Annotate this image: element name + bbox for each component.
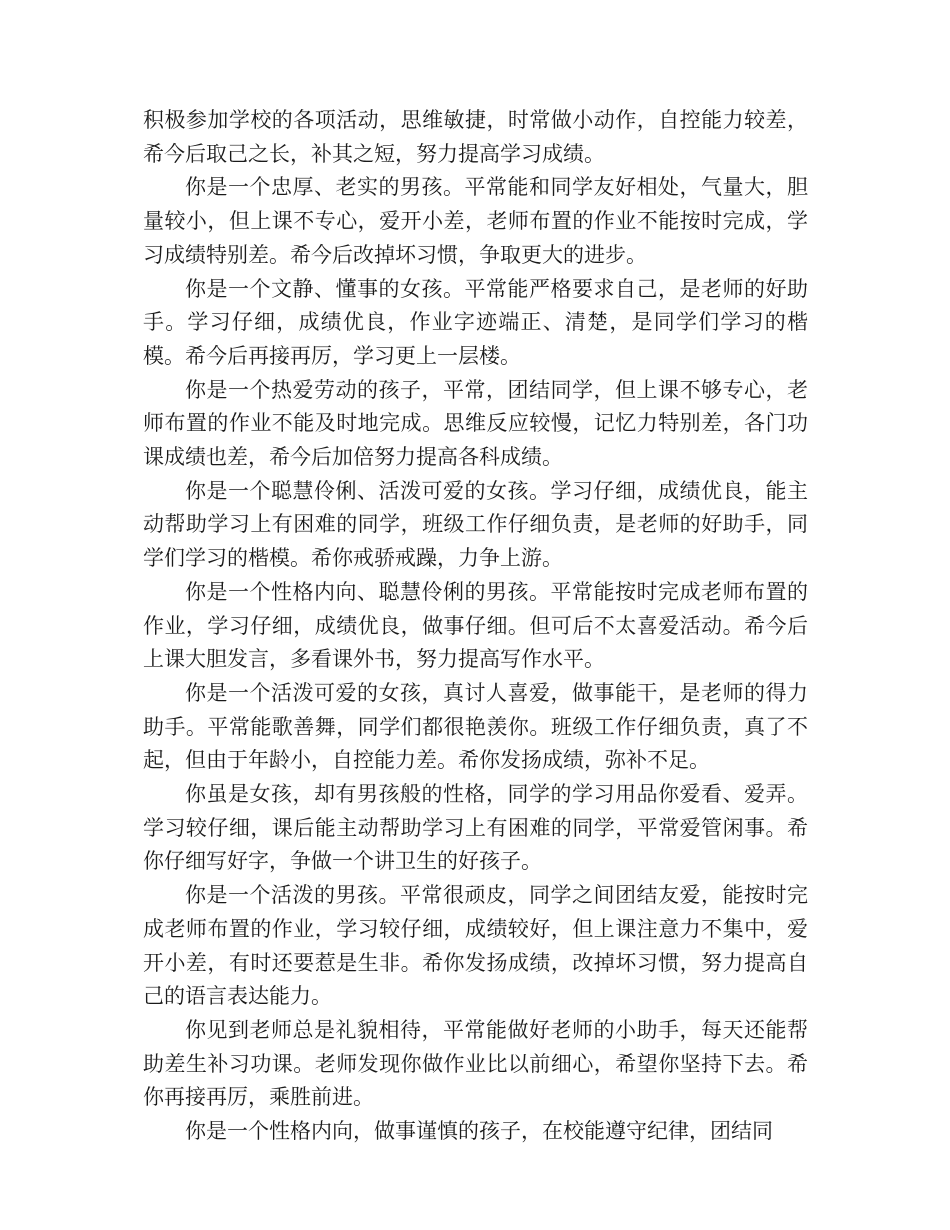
paragraph-11: 你是一个性格内向，做事谨慎的孩子，在校能遵守纪律，团结同 — [185, 1119, 773, 1144]
paragraph-8: 你虽是女孩，却有男孩般的性格，同学的学习用品你爱看、爱弄。学习较仔细，课后能主动帮助学习上有困难的同学，平常爱管闲事。希你仔细写好字，争做一个讲卫生的好孩子。 — [143, 782, 808, 874]
paragraph-4: 你是一个热爱劳动的孩子，平常，团结同学，但上课不够专心，老师布置的作业不能及时地完成。思维反应较慢，记忆力特别差，各门功课成绩也差，希今后加倍努力提高各科成绩。 — [143, 377, 808, 470]
paragraph-3: 你是一个文静、懂事的女孩。平常能严格要求自己，是老师的好助手。学习仔细，成绩优良，作业字迹端正、清楚，是同学们学习的楷模。希今后再接再厉，学习更上一层楼。 — [143, 276, 808, 368]
paragraph-6: 你是一个性格内向、聪慧伶俐的男孩。平常能按时完成老师布置的作业，学习仔细，成绩优良，做事仔细。但可后不太喜爱活动。希今后上课大胆发言，多看课外书，努力提高写作水平。 — [143, 579, 808, 672]
paragraph-10: 你见到老师总是礼貌相待，平常能做好老师的小助手，每天还能帮助差生补习功课。老师发现你做作业比以前细心，希望你坚持下去。希你再接再厉，乘胜前进。 — [143, 1017, 808, 1110]
paragraph-2: 你是一个忠厚、老实的男孩。平常能和同学友好相处，气量大，胆量较小，但上课不专心，爱开小差，老师布置的作业不能按时完成，学习成绩特别差。希今后改掉坏习惯，争取更大的进步。 — [143, 175, 808, 267]
paragraph-9: 你是一个活泼的男孩。平常很顽皮，同学之间团结友爱，能按时完成老师布置的作业，学习较仔细，成绩较好，但上课注意力不集中，爱开小差，有时还要惹是生非。希你发扬成绩，改掉坏习惯，努力提高自己的语言表达能力。 — [143, 883, 808, 1009]
paragraph-7: 你是一个活泼可爱的女孩，真讨人喜爱，做事能干，是老师的得力助手。平常能歌善舞，同学们都很艳羡你。班级工作仔细负责，真了不起，但由于年龄小，自控能力差。希你发扬成绩，弥补不足。 — [143, 680, 808, 773]
document-page — [143, 104, 808, 1149]
paragraph-5: 你是一个聪慧伶俐、活泼可爱的女孩。学习仔细，成绩优良，能主动帮助学习上有困难的同学，班级工作仔细负责，是老师的好助手，同学们学习的楷模。希你戒骄戒躁，力争上游。 — [143, 478, 808, 571]
paragraph-1: 积极参加学校的各项活动，思维敏捷，时常做小动作，自控能力较差，希今后取己之长，补其之短，努力提高学习成绩。 — [143, 108, 808, 166]
